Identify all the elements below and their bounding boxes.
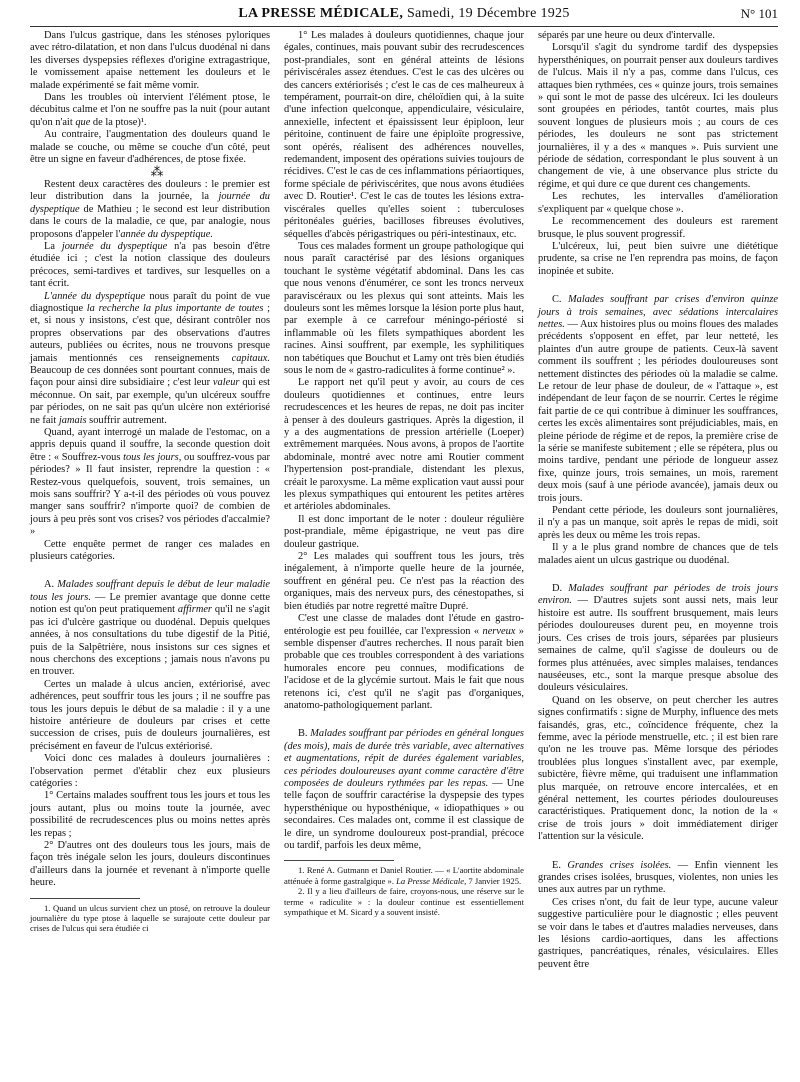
paragraph: Pendant cette période, les douleurs sont journalières, il n'y a pas un manque, soit après le repas de midi, soit après les deux ou même les trois repas.	[538, 505, 778, 541]
footnote	[284, 865, 524, 886]
text-run: — D'autres sujets sont aussi nets, mais leur histoire est autre. Ils souffrent brusquement, mais leurs périodes douloureuses durent peu, en moyenne trois jours. Ces crises de trois jours, séparées par plusieurs semaines de calme, qu'il s'agisse de douleurs ou de formes plus atténuées, avec simples malaises, tendances nauséeuses, etc., sont la marque presque absolue des douleurs vésiculaires.	[538, 595, 778, 694]
running-title	[30, 6, 778, 22]
page-header	[30, 4, 778, 27]
section-separator: ⁂	[150, 164, 164, 180]
journal-name: LA PRESSE MÉDICALE,	[238, 6, 404, 21]
section-heading: Malades souffrant depuis le début de leur maladie tous les jours.	[30, 579, 271, 603]
italic-run: tous les jours,	[123, 451, 182, 463]
footnote: 1. Quand un ulcus survient chez un ptosé, on retrouve la douleur journalière du type ptose à laquelle se surajoute cette douleur par crises de l'ulcus qui sera étudiée ci	[30, 902, 270, 934]
italic-run: jamais	[58, 414, 87, 426]
text-run: B.	[298, 728, 311, 740]
paragraph	[30, 291, 270, 427]
text-run: — Enfin viennent les grandes crises isolées, brusques, violentes, non unies les unes aux autres par un rythme.	[538, 859, 779, 896]
paragraph: séparés par une heure ou deux d'intervalle.	[538, 30, 715, 41]
text-run: A.	[44, 579, 58, 591]
column-3	[538, 30, 778, 971]
paragraph: L'ulcéreux, lui, peut bien suivre une diététique prudente, sa crise ne l'en reprendra pas moins, de façon inopinée et subite.	[538, 240, 778, 277]
paragraph: Quand on les observe, on peut chercher les autres signes confirmatifs : signe de Murphy, influence des mets faisandés, gras, etc., coïncidence fréquente, chez la femme, avec la période menstruelle, etc. ; il est bien rare qu'on ne les trouve pas. Même lorsque des périodes troublées plus longues s'installent avec, par exemple, subictère, fièvre même, qui traduisent une inflammation plus marquée, on retrouve encore intercalées, et en général nettement, les courtes périodes douloureuses caractéristiques. Pratiquement donc, la notion de la « crise de trois jours » doit immédiatement diriger l'attention sur la vésicule.	[538, 694, 778, 843]
text-run: » semble dispenser d'autres recherches. Il nous paraît bien probable que ces troubles correspondent à des variations humorales encore peu connues, modifications de l'acidose et de la glycémie surtout. Mais le fait que nous retenons ici, c'est qu'il ne s'agit pas d'organiques, anatomo-pathologiquement parlant.	[284, 625, 524, 711]
section-heading: Malades souffrant par crises d'environ quinze jours à trois semaines, avec sédations intercalaires nettes.	[538, 294, 778, 330]
paragraph: Il est donc important de le noter : douleur régulière post-prandiale, même épigastrique, ne veut pas dire douleur gastrique.	[284, 513, 524, 550]
section-heading: Malades souffrant par périodes en général longues (des mois), mais de durée très variable, avec alternatives et augmentations, répit de durées également variables, ces périodes douloureuses ayant comme caractère d'être composées de douleurs rythmées par les repas.	[284, 728, 524, 789]
text-run: n'a pas besoin d'être étudiée ici ; c'est la notion classique des douleurs précoces, semi-tardives et tardives, sur lesquelles on a tant écrit.	[30, 240, 270, 290]
text-run: nous paraît du point de vue diagnostique	[30, 290, 270, 314]
paragraph	[284, 613, 524, 712]
paragraph: Lorsqu'il s'agit du syndrome tardif des dyspepsies hypersthéniques, on pourrait penser aux douleurs tardives de l'ulcus. Mais il n'y a pas, comme dans l'ulcus, ces attaques bien rythmées, ces « quinze jours, trois semaines » qui sont le mot de passe des ulcéreux. Ici les douleurs sont groupées en périodes, tantôt courtes, mais plus souvent longues de plusieurs mois ; au cours de ces périodes, les douleurs ne sont pas strictement journalières, il y a des « manques ». Puis survient une période de sédation, correspondant le plus souvent à un changement de vie, à une observance plus stricte du régime, et qui dure ce que durent ces changements.	[538, 42, 778, 190]
italic-run: La Presse Médicale,	[396, 875, 467, 886]
column-2	[284, 30, 524, 917]
paragraph	[30, 92, 270, 129]
paragraph	[538, 583, 778, 695]
paragraph	[284, 728, 524, 852]
text-run: — Aux histoires plus ou moins floues des malades précédents s'opposent en effet, par leur netteté, les plaintes d'un autre groupe de patients. Ceux-là savent comment ils souffrent ; les périodes douloureuses sont nettement distinctes des périodes où la maladie se calme. Le retour de leur phase de douleur, de « l'attaque », est indépendant de leur façon de se nourrir. Certes le régime fait partie de ce qui contribue à diminuer les souffrances, certes les excès alimentaires sont préjudiciables, mais, en pleine période de régime et de repos, la première crise de la série se manifeste subitement ; elle se répétera, plus ou moins tardive, pendant une période de longueur assez fixe, quinze jours, trois semaines, un mois, rarement deux mois (sauf à une période avancée), jamais deux ou trois jours.	[538, 318, 778, 504]
paragraph	[30, 179, 270, 241]
italic-run: la recherche la plus importante de toutes	[86, 302, 264, 314]
text-run: — Une telle façon de souffrir caractérise la dyspepsie des types hypersthénique ou hyposthénique, « idiopathiques » ou secondaires. Ces malades ont, comme il est classique de le dire, un syndrome douloureux post-prandial, précoce ou tardif, parfois les deux même,	[284, 777, 524, 851]
text-run: Dans les troubles où intervient l'élément ptose, le décubitus calme et l'on ne souffre pas la nuit (pour autant qu'on n'ait	[30, 92, 270, 128]
text-run: La	[44, 240, 62, 252]
text-run: 7 Janvier 1925.	[466, 875, 522, 886]
footnote-rule	[284, 860, 394, 861]
text-run: de Mathieu ; le second est leur distribution dans le cours de la maladie, ce que, par analogie, nous proposons d'appeler l'	[30, 203, 270, 240]
paragraph	[30, 579, 270, 678]
italic-run: affirmer	[177, 604, 212, 616]
paragraph: Dans l'ulcus gastrique, dans les sténoses pyloriques avec rétro-dilatation, et non dans l'ulcus duodénal ni dans les diverses dyspepsies réflexes d'origine extragastrique, le vomissement apaise nettement les douleurs et le malade expérimenté se fait même vomir.	[30, 30, 270, 91]
paragraph: 1° Certains malades souffrent tous les jours et tous les jours autant, plus ou moins toute la journée, avec possibilité de recrudescences plus ou moins nettes après les repas ;	[30, 790, 270, 839]
italic-run: valeur	[212, 377, 240, 389]
paragraph: Au contraire, l'augmentation des douleurs quand le malade se couche, ou même se couche d'un côté, peut être un signe en faveur d'adhérences, de ptose fixée.	[30, 129, 270, 166]
text-run: souffrir autrement.	[86, 414, 167, 426]
text-run: qu'il ne s'agit pas ici d'ulcère gastrique ou duodénal. Depuis quelques années, à nos consultations du tube digestif de la Pitié, puis de la Salpêtrière, nous insistons sur ces signes et nous cherchons des exceptions ; jamais nous n'avons pu en trouver.	[30, 604, 270, 678]
text-run: Quand, ayant interrogé un malade de l'estomac, on a appris depuis quand il souffre, la seconde question doit être : « Souffrez-vous	[30, 427, 270, 463]
issue-date: Samedi, 19 Décembre 1925	[406, 6, 570, 21]
text-run: Beaucoup de ces données sont pourtant connues, mais de façon pour ainsi dire subsidiaire ; c'est leur	[30, 364, 270, 389]
text-run: C'est une classe de malades dont l'étude en gastro-entérologie est peu fouillée, car l'expression «	[284, 613, 524, 637]
italic-run: journée du dyspeptique	[30, 191, 270, 215]
paragraph: 1° Les malades à douleurs quotidiennes, chaque jour égales, continues, mais pouvant subir des recrudescences post-prandiales, sont en général atteints de lésions périviscérales assez étendues. C'est le cas des ulcères ou des cancers extériorisés ; c'est le cas de ces malheureux à tempérament, pourrait-on dire, chéloïdien qui, à la suite d'une infection quelconque, appendiculaire, vésiculaire, annexielle, infectent et épaississent leur épiploon, leur péritoine, continuent de faire une épiploïte progressive, sont opérés, réalisent des adhérences nouvelles, redemandent, imposent des opérations suivies toujours de récidives. C'est le cas de ces inflammations périaortiques, forme spéciale de périviscérites, que nous avons étudiées avec D. Routier¹. C'est le cas de toutes les lésions extra-viscérales quelles qu'elles soient : tuberculoses péritonéales guéries, bacilloses fibreuses évolutives, séquelles d'abcès périgastriques ou péri-intestinaux, etc.	[284, 30, 524, 240]
text-run: Restent deux caractères des douleurs : le premier est leur distribution dans la journée, la	[30, 178, 270, 203]
footnote-rule	[30, 898, 140, 899]
italic-run: que	[75, 116, 91, 128]
paragraph	[30, 427, 270, 539]
italic-run: nerveux	[482, 625, 516, 637]
italic-run: L'année du dyspeptique	[44, 290, 146, 302]
section-heading: Grandes crises isolées.	[567, 859, 672, 871]
paragraph: Les rechutes, les intervalles d'amélioration s'expliquent par « quelque chose ».	[538, 191, 778, 215]
column-1	[30, 30, 270, 934]
paragraph: Tous ces malades forment un groupe pathologique qui nous paraît caractérisé par des lésions organiques touchant le système végétatif abdominal. Dans les cas que nous venons d'énumérer, ce sont les troncs nerveux paraviscéraux ou les plexus qui sont atteints. Mais les douleurs sont les mêmes lorsque la lésion porte plus haut, par exemple à ce carrefour méningo-périosté si inflammable où les filets sympathiques abordent les racines. Ainsi souffrent, par exemple, les syphilitiques non tabétiques que Bouchut et Lamy ont très bien étudiés sous le nom de « gastro-radiculites à forme continue² ».	[284, 240, 524, 376]
paragraph: Le rapport net qu'il peut y avoir, au cours de ces douleurs quotidiennes et continues, entre leurs recrudescences et les heures de repas, ne doit pas inciter à penser à des douleurs gastriques. Après la digestion, il y a des augmentations de pression artérielle (Loeper) extrêmement marquées. Nous avons, à propos de l'aortite abdominale, montré avec notre ami Routier comment l'hypertension post-prandiale, distendant les plexus, créait le paroxysme. La même explication vaut aussi pour les plexus sympathiques qui entourent les petites artères et artérioles abdominales.	[284, 377, 524, 513]
paragraph: Cette enquête permet de ranger ces malades en plusieurs catégories.	[30, 538, 270, 563]
text-run: de la ptose)¹.	[90, 116, 147, 128]
italic-run: journée du dyspeptique	[61, 240, 168, 252]
paragraph: Certes un malade à ulcus ancien, extériorisé, avec adhérences, peut souffrir tous les jours ; il ne souffre pas tous les jours depuis le début de sa maladie : il y a une histoire antérieure de douleurs par crises et cette succession de crises, puis de douleurs journalières, est précisément en faveur de l'ulcus extériorisé.	[30, 678, 270, 752]
text-run: 1. René A. Gutmann et Daniel Routier. — « L'aortite abdominale atténuée à forme gastralgique ».	[284, 865, 524, 886]
text-run: qui est méconnue. On sait, par exemple, qu'un ulcéreux souffre par périodes, on ne sait pas qu'un ulcère non extériorisé ne fait	[30, 377, 271, 426]
paragraph: 2° D'autres ont des douleurs tous les jours, mais de façon très inégale selon les jours, douleurs discontinues d'ailleurs dans la journée et revenant à n'importe quelle heure.	[30, 840, 270, 889]
italic-run: capitaux.	[231, 352, 270, 364]
paragraph	[538, 294, 778, 505]
text-run: — Le premier avantage que donne cette notion est qu'on peut pratiquement	[30, 591, 270, 616]
text-run: ; et, si nous y insistons, c'est que, désirant contrôler nos propres observations par des observations d'autres auteurs, publiées ou écrites, nous ne trouvons presque jamais mentionnés ces renseignements	[30, 302, 270, 364]
text-run: E.	[552, 859, 568, 871]
paragraph: Le recommencement des douleurs est rarement brusque, le plus souvent progressif.	[538, 216, 778, 240]
paragraph: 2° Les malades qui souffrent tous les jours, très inégalement, à n'importe quelle heure de la journée, souffrent en général peu. Ce n'est pas la réaction des organiques, mais des nerveux purs, des cénestopathes, si bien étudiés par notre regretté maître Dupré.	[284, 551, 524, 612]
text-run: ou souffrez-vous par périodes? » Il faut insister, reprendre la question : « Restez-vous quelquefois, souvent, trois semaines, un mois sans souffrir? Y a-t-il des périodes où vous pouvez manger sans souffrir? n'importe quoi? de combien de jours à peu près sont vos crises? vos périodes d'accalmie? »	[30, 451, 270, 538]
text-run: C.	[552, 294, 568, 306]
page-number: N° 101	[740, 6, 778, 21]
paragraph	[30, 241, 270, 291]
italic-run: année du dyspeptique.	[120, 228, 213, 240]
paragraph: Ces crises n'ont, du fait de leur type, aucune valeur suggestive particulière pour le diagnostic ; elles peuvent se voir dans le tabes et d'autres maladies nerveuses, dans les lésions cardio-aortiques, dans les affections gastriques, pancréatiques, rénales, vésiculaires. Elles peuvent être	[538, 896, 778, 970]
text-run: D.	[552, 583, 569, 595]
paragraph: Il y a le plus grand nombre de chances que de tels malades aient un ulcus gastrique ou duodénal.	[538, 542, 778, 566]
section-heading: Malades souffrant par périodes de trois jours environ.	[538, 583, 778, 607]
footnote: 2. Il y a lieu d'ailleurs de faire, croyons-nous, une réserve sur le terme « radiculite » : la douleur continue est essentiellement sympathique et M. Sicard y a souvent insisté.	[284, 886, 524, 918]
paragraph	[538, 860, 778, 897]
paragraph: Voici donc ces malades à douleurs journalières : l'observation permet d'établir chez eux plusieurs catégories :	[30, 753, 270, 789]
